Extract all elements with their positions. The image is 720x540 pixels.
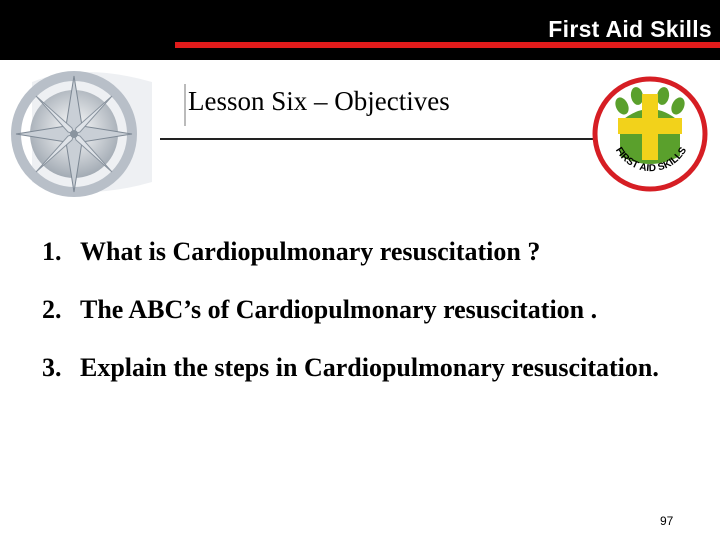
objective-item bbox=[42, 234, 702, 270]
objective-item bbox=[42, 350, 702, 386]
objective-number: 3. bbox=[42, 353, 62, 382]
compass-rose-icon bbox=[2, 62, 162, 202]
logo-text: FIRST AID SKILLS bbox=[612, 145, 690, 175]
first-aid-skills-logo bbox=[592, 76, 708, 192]
header-title: First Aid Skills bbox=[548, 16, 712, 42]
objective-number: 1. bbox=[42, 237, 62, 266]
objectives-list bbox=[42, 234, 702, 408]
objective-text: The ABC’s of Cardiopulmonary resuscitation . bbox=[80, 295, 598, 324]
objective-number: 2. bbox=[42, 295, 62, 324]
page-number: 97 bbox=[660, 514, 674, 528]
objective-item bbox=[42, 292, 702, 328]
title-underline bbox=[160, 138, 600, 140]
slide-title: Lesson Six – Objectives bbox=[188, 86, 450, 116]
objective-text: What is Cardiopulmonary resuscitation ? bbox=[80, 237, 541, 266]
title-divider bbox=[184, 84, 186, 126]
objective-text: Explain the steps in Cardiopulmonary resuscitation. bbox=[80, 353, 659, 382]
